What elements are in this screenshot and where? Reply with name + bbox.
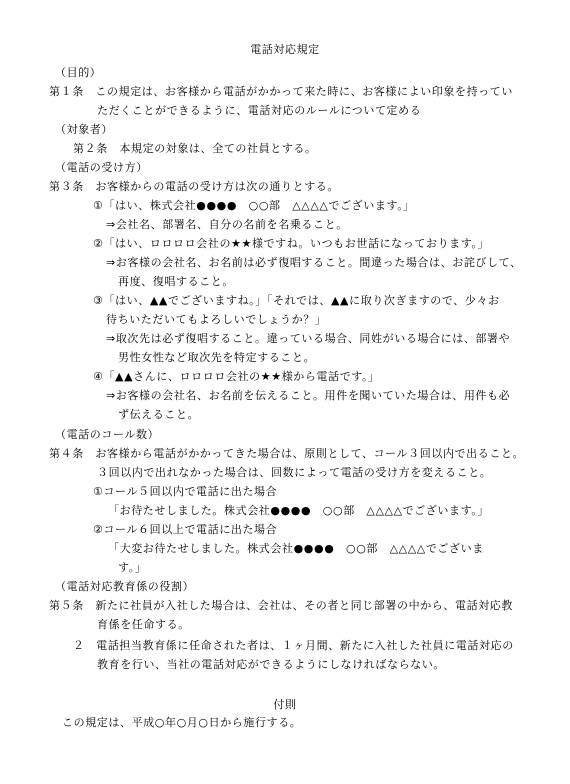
item-1-note: ⇒会社名、部署名、自分の名前を名乗ること。 (106, 218, 348, 231)
article-4-line-2: ３回以内で出れなかった場合は、回数によって電話の受け方を変えること。 (97, 466, 492, 479)
item-3-note-line-2: 男性女性など取次先を特定すること。 (118, 351, 316, 364)
supplementary-title: 付則 (273, 698, 297, 711)
heading-call-count: （電話のコール数） (55, 428, 160, 441)
call-item-2-phrase-line-2: す。」 (118, 561, 147, 574)
item-1: ①「はい、株式会社●●●● ○○部 △△△△でございます。」 (93, 199, 415, 212)
item-3-line-1: ③「はい、▲▲でございますね。」「それでは、▲▲に取り次ぎますので、少々お (93, 294, 500, 307)
heading-trainer-role: （電話対応教育係の役割） (55, 580, 195, 593)
article-1-line-2: ただくことができるように、電話対応のルールについて定める (97, 104, 422, 117)
heading-purpose: （目的） (55, 66, 102, 79)
item-3-line-2: 待ちいただいてもよろしいでしょうか？」 (106, 313, 327, 326)
item-4-note-line-1: ⇒お客様の会社名、お名前を伝えること。用件を聞いていた場合は、用件も必 (106, 389, 511, 402)
article-1-line-1: 第１条 この規定は、お客様から電話がかかって来た時に、お客様によい印象を持ってい (49, 85, 513, 98)
article-5-line-2: 育係を任命する。 (97, 618, 190, 631)
item-4-note-line-2: ず伝えること。 (118, 408, 200, 421)
item-2: ②「はい、ロロロロ会社の★★様ですね。いつもお世話になっております。」 (93, 237, 490, 250)
heading-receiving: （電話の受け方） (55, 161, 148, 174)
item-4: ④「▲▲さんに、ロロロロ会社の★★様から電話です。」 (93, 370, 380, 383)
heading-target: （対象者） (55, 123, 113, 136)
article-5-para-2-line-1: ２ 電話担当教育係に任命された者は、１ヶ月間、新たに入社した社員に電話対応の (73, 639, 514, 652)
article-3: 第３条 お客様からの電話の受け方は次の通りとする。 (49, 180, 339, 193)
article-2: 第２条 本規定の対象は、全ての社員とする。 (73, 142, 317, 155)
call-item-1-phrase: 「お待たせしました。株式会社●●●● ○○部 △△△△でございます。」 (108, 504, 490, 517)
article-4-line-1: 第４条 お客様から電話がかかってきた場合は、原則として、コール３回以内で出ること。 (49, 447, 525, 460)
item-3-note-line-1: ⇒取次先は必ず復唱すること。違っている場合、同姓がいる場合には、部署や (106, 332, 511, 345)
article-5-line-1: 第５条 新たに社員が入社した場合は、会社は、その者と同じ部署の中から、電話対応教 (49, 599, 513, 612)
document-title: 電話対応規定 (250, 43, 320, 56)
article-5-para-2-line-2: 教育を行い、当社の電話対応ができるようにしなければならない。 (97, 658, 445, 671)
call-item-2-phrase-line-1: 「大変お待たせしました。株式会社●●●● ○○部 △△△△でございま (108, 542, 484, 555)
call-item-2: ②コール６回以上で電話に出た場合 (93, 523, 278, 536)
item-2-note-line-1: ⇒お客様の会社名、お名前は必ず復唱すること。間違った場合は、お詫びして、 (106, 256, 522, 269)
supplementary-text: この規定は、平成○年○月○日から施行する。 (62, 716, 302, 729)
item-2-note-line-2: 再度、復唱すること。 (118, 275, 234, 288)
call-item-1: ①コール５回以内で電話に出た場合 (93, 485, 278, 498)
